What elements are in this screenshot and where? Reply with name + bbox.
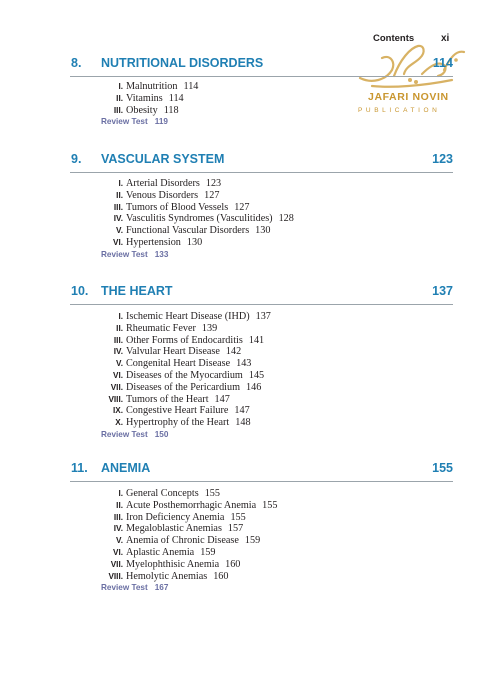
entry-title: General Concepts xyxy=(126,488,199,499)
entry-page: 155 xyxy=(204,488,220,499)
entry-title: Hypertrophy of the Heart xyxy=(126,417,230,429)
entry-page: 130 xyxy=(255,225,271,237)
entry-page: 141 xyxy=(248,334,265,346)
entry-title: Functional Vascular Disorders xyxy=(126,225,250,237)
entry-numeral: VI. xyxy=(112,547,123,557)
chapter-10 xyxy=(70,282,453,439)
entry-title: Vasculitis Syndromes (Vasculitides) xyxy=(126,213,273,225)
entry-title: Obesity xyxy=(126,104,158,116)
chapter-9 xyxy=(70,150,453,259)
entry-numeral: V. xyxy=(116,536,123,546)
toc-entry[interactable] xyxy=(70,405,453,417)
entry-numeral: X. xyxy=(115,418,123,428)
entry-title: Megaloblastic Anemias xyxy=(126,523,222,535)
entry-page: 142 xyxy=(225,346,242,358)
toc-entry[interactable] xyxy=(70,225,453,237)
entry-title: Venous Disorders xyxy=(126,189,199,201)
chapter-page: 155 xyxy=(432,461,453,475)
entry-title: Iron Deficiency Anemia xyxy=(126,511,225,523)
toc-entry[interactable] xyxy=(70,559,453,571)
entry-numeral: II. xyxy=(116,323,123,333)
publisher-subtitle: PUBLICATION xyxy=(358,107,441,114)
entry-numeral: IV. xyxy=(113,214,123,224)
entry-title: Congestive Heart Failure xyxy=(126,405,229,417)
entry-page: 114 xyxy=(168,92,184,104)
entry-numeral: IV. xyxy=(113,347,123,357)
entry-numeral: III. xyxy=(113,512,123,522)
entry-numeral: IV. xyxy=(113,524,123,534)
entry-title: Vitamins xyxy=(126,92,163,104)
entry-page: 155 xyxy=(262,499,278,511)
publisher-name: JAFARI NOVIN xyxy=(368,91,449,103)
entry-title: Valvular Heart Disease xyxy=(126,346,220,358)
toc-entry[interactable] xyxy=(70,523,453,535)
chapter-title: NUTRITIONAL DISORDERS xyxy=(101,56,264,70)
entry-title: Diseases of the Pericardium xyxy=(126,381,241,393)
chapter-11 xyxy=(70,459,453,592)
review-label: Review Test xyxy=(101,117,148,127)
chapter-title: VASCULAR SYSTEM xyxy=(101,152,225,166)
entry-numeral: I. xyxy=(118,489,123,498)
entry-page: 127 xyxy=(204,189,220,201)
entry-numeral: VIII. xyxy=(108,571,123,581)
entry-page: 155 xyxy=(230,511,246,523)
chapter-heading[interactable] xyxy=(70,459,453,482)
toc-entry[interactable] xyxy=(70,500,453,512)
entry-title: Anemia of Chronic Disease xyxy=(126,535,239,547)
review-label: Review Test xyxy=(101,583,148,593)
entry-numeral: VIII. xyxy=(108,394,123,404)
review-label: Review Test xyxy=(101,429,148,439)
entry-numeral: I. xyxy=(118,312,123,321)
review-test-entry[interactable] xyxy=(101,117,453,126)
entry-numeral: III. xyxy=(113,202,123,212)
toc-entry[interactable] xyxy=(70,358,453,370)
entry-title: Diseases of the Myocardium xyxy=(126,369,243,381)
toc-entry[interactable] xyxy=(70,178,453,190)
toc-entry[interactable] xyxy=(70,202,453,214)
toc-entry[interactable] xyxy=(70,346,453,358)
entry-numeral: I. xyxy=(118,179,123,188)
entry-page: 130 xyxy=(186,236,203,248)
entry-page: 157 xyxy=(227,523,244,535)
review-page: 167 xyxy=(154,583,169,593)
review-test-entry[interactable] xyxy=(101,250,453,259)
entry-title: Rheumatic Fever xyxy=(126,322,196,334)
entry-numeral: II. xyxy=(116,93,123,103)
toc-entry[interactable] xyxy=(70,213,453,225)
entry-numeral: VII. xyxy=(110,382,123,392)
entry-page: 139 xyxy=(201,322,218,334)
entry-page: 123 xyxy=(205,178,222,189)
entry-page: 146 xyxy=(246,381,262,393)
toc-entry[interactable] xyxy=(70,370,453,382)
toc-entry[interactable] xyxy=(70,417,453,429)
entry-title: Ischemic Heart Disease (IHD) xyxy=(126,311,250,322)
entry-numeral: VII. xyxy=(110,559,123,569)
review-page: 150 xyxy=(154,429,169,439)
chapter-number: 11. xyxy=(71,461,88,475)
entry-numeral: IX. xyxy=(112,406,123,416)
chapter-page: 114 xyxy=(432,56,453,70)
entry-page: 143 xyxy=(236,358,252,370)
review-page: 119 xyxy=(154,117,168,127)
entry-numeral: V. xyxy=(116,359,123,369)
running-header-label: Contents xyxy=(373,33,415,44)
toc-entry[interactable] xyxy=(70,535,453,547)
entry-page: 145 xyxy=(248,369,265,381)
entry-page: 118 xyxy=(163,104,179,116)
entry-numeral: III. xyxy=(113,335,123,345)
chapter-heading[interactable] xyxy=(70,282,453,305)
chapter-page: 137 xyxy=(432,284,453,298)
entry-page: 147 xyxy=(214,393,230,405)
entry-title: Malnutrition xyxy=(126,81,178,92)
entry-page: 160 xyxy=(225,558,241,570)
entry-numeral: II. xyxy=(116,500,123,510)
entry-page: 159 xyxy=(200,546,216,558)
entry-page: 128 xyxy=(278,213,294,225)
entry-title: Other Forms of Endocarditis xyxy=(126,334,243,346)
entry-title: Acute Posthemorrhagic Anemia xyxy=(126,499,257,511)
entry-numeral: VI. xyxy=(112,370,123,380)
chapter-number: 9. xyxy=(71,152,82,166)
entry-page: 114 xyxy=(183,81,199,92)
entry-title: Arterial Disorders xyxy=(126,178,200,189)
toc-entry[interactable] xyxy=(70,335,453,347)
toc-entry[interactable] xyxy=(70,190,453,202)
entry-page: 159 xyxy=(244,535,261,547)
entry-title: Aplastic Anemia xyxy=(126,546,195,558)
entry-page: 148 xyxy=(235,417,251,429)
entry-numeral: II. xyxy=(116,190,123,200)
chapter-heading[interactable] xyxy=(70,150,453,173)
entry-numeral: III. xyxy=(113,105,123,115)
review-test-entry[interactable] xyxy=(101,583,453,592)
running-header-page-number: xi xyxy=(441,33,450,44)
toc-entry[interactable] xyxy=(70,105,453,117)
entry-page: 160 xyxy=(213,570,229,582)
entry-title: Congenital Heart Disease xyxy=(126,358,231,370)
chapter-page: 123 xyxy=(432,152,453,166)
toc-entry[interactable] xyxy=(70,571,453,583)
toc-entry[interactable] xyxy=(70,512,453,524)
entry-title: Hemolytic Anemias xyxy=(126,570,208,582)
toc-entry[interactable] xyxy=(70,394,453,406)
toc-entry[interactable] xyxy=(70,323,453,335)
entry-numeral: VI. xyxy=(112,237,123,247)
entry-page: 137 xyxy=(255,311,271,322)
entry-page: 147 xyxy=(234,405,250,417)
toc-entry[interactable] xyxy=(70,382,453,394)
chapter-title: ANEMIA xyxy=(101,461,151,475)
entry-title: Myelophthisic Anemia xyxy=(126,558,220,570)
chapter-number: 8. xyxy=(71,56,82,70)
toc-entry[interactable] xyxy=(70,488,453,500)
toc-entry[interactable] xyxy=(70,93,453,105)
review-test-entry[interactable] xyxy=(101,430,453,439)
chapter-heading[interactable] xyxy=(70,54,453,77)
entry-page: 127 xyxy=(234,201,250,213)
entry-title: Tumors of the Heart xyxy=(126,393,209,405)
chapter-8 xyxy=(70,54,453,126)
review-label: Review Test xyxy=(101,249,148,259)
entry-title: Tumors of Blood Vessels xyxy=(126,201,229,213)
chapter-number: 10. xyxy=(71,284,89,298)
entry-numeral: I. xyxy=(118,82,123,91)
toc-entry[interactable] xyxy=(70,311,453,323)
chapter-title: THE HEART xyxy=(101,284,173,298)
toc-entry[interactable] xyxy=(70,547,453,559)
toc-entry[interactable] xyxy=(70,237,453,249)
review-page: 133 xyxy=(154,249,169,259)
entry-numeral: V. xyxy=(116,226,123,236)
toc-entry[interactable] xyxy=(70,81,453,93)
entry-title: Hypertension xyxy=(126,236,181,248)
